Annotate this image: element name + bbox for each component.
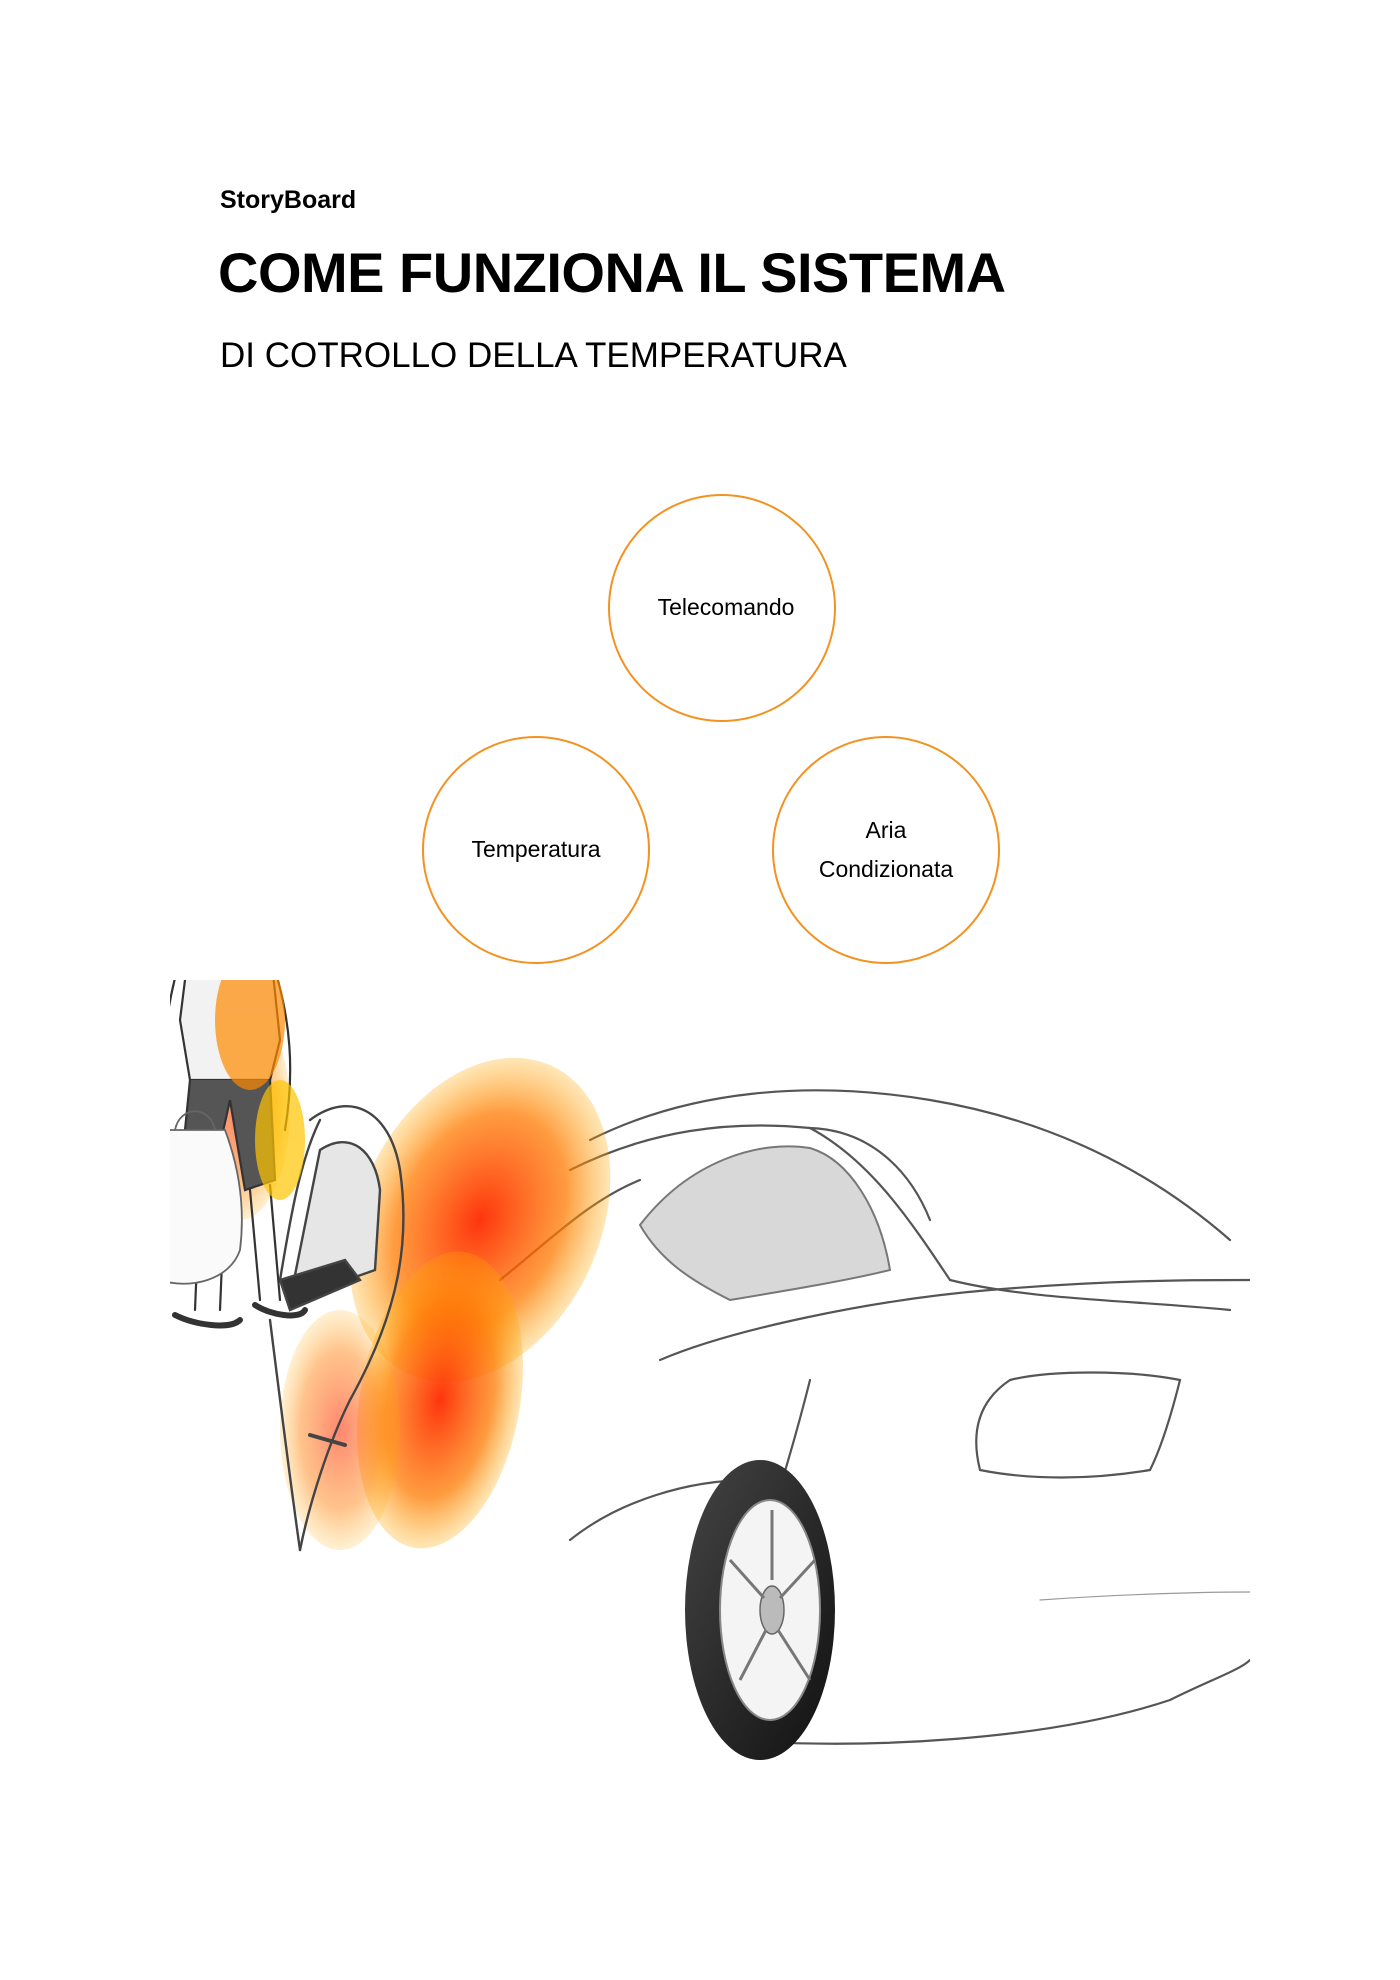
node-temperatura <box>422 736 650 964</box>
storyboard-label: StoryBoard <box>220 186 357 214</box>
page-subtitle: DI COTROLLO DELLA TEMPERATURA <box>220 336 847 375</box>
rear-wheel <box>685 1460 835 1760</box>
node-temperatura-label: Temperatura <box>471 836 601 863</box>
node-aria-label-line2: Condizionata <box>818 856 954 882</box>
node-aria-condizionata <box>772 736 1000 964</box>
node-telecomando <box>608 494 836 722</box>
page-title: COME FUNZIONA IL SISTEMA <box>218 241 1006 304</box>
node-aria-label-line1: Aria <box>865 816 907 843</box>
node-telecomando-label: Telecomando <box>657 594 795 621</box>
car-door-heat-illustration <box>170 980 1250 1840</box>
rear-window <box>640 1146 890 1300</box>
car-body <box>500 1090 1250 1743</box>
